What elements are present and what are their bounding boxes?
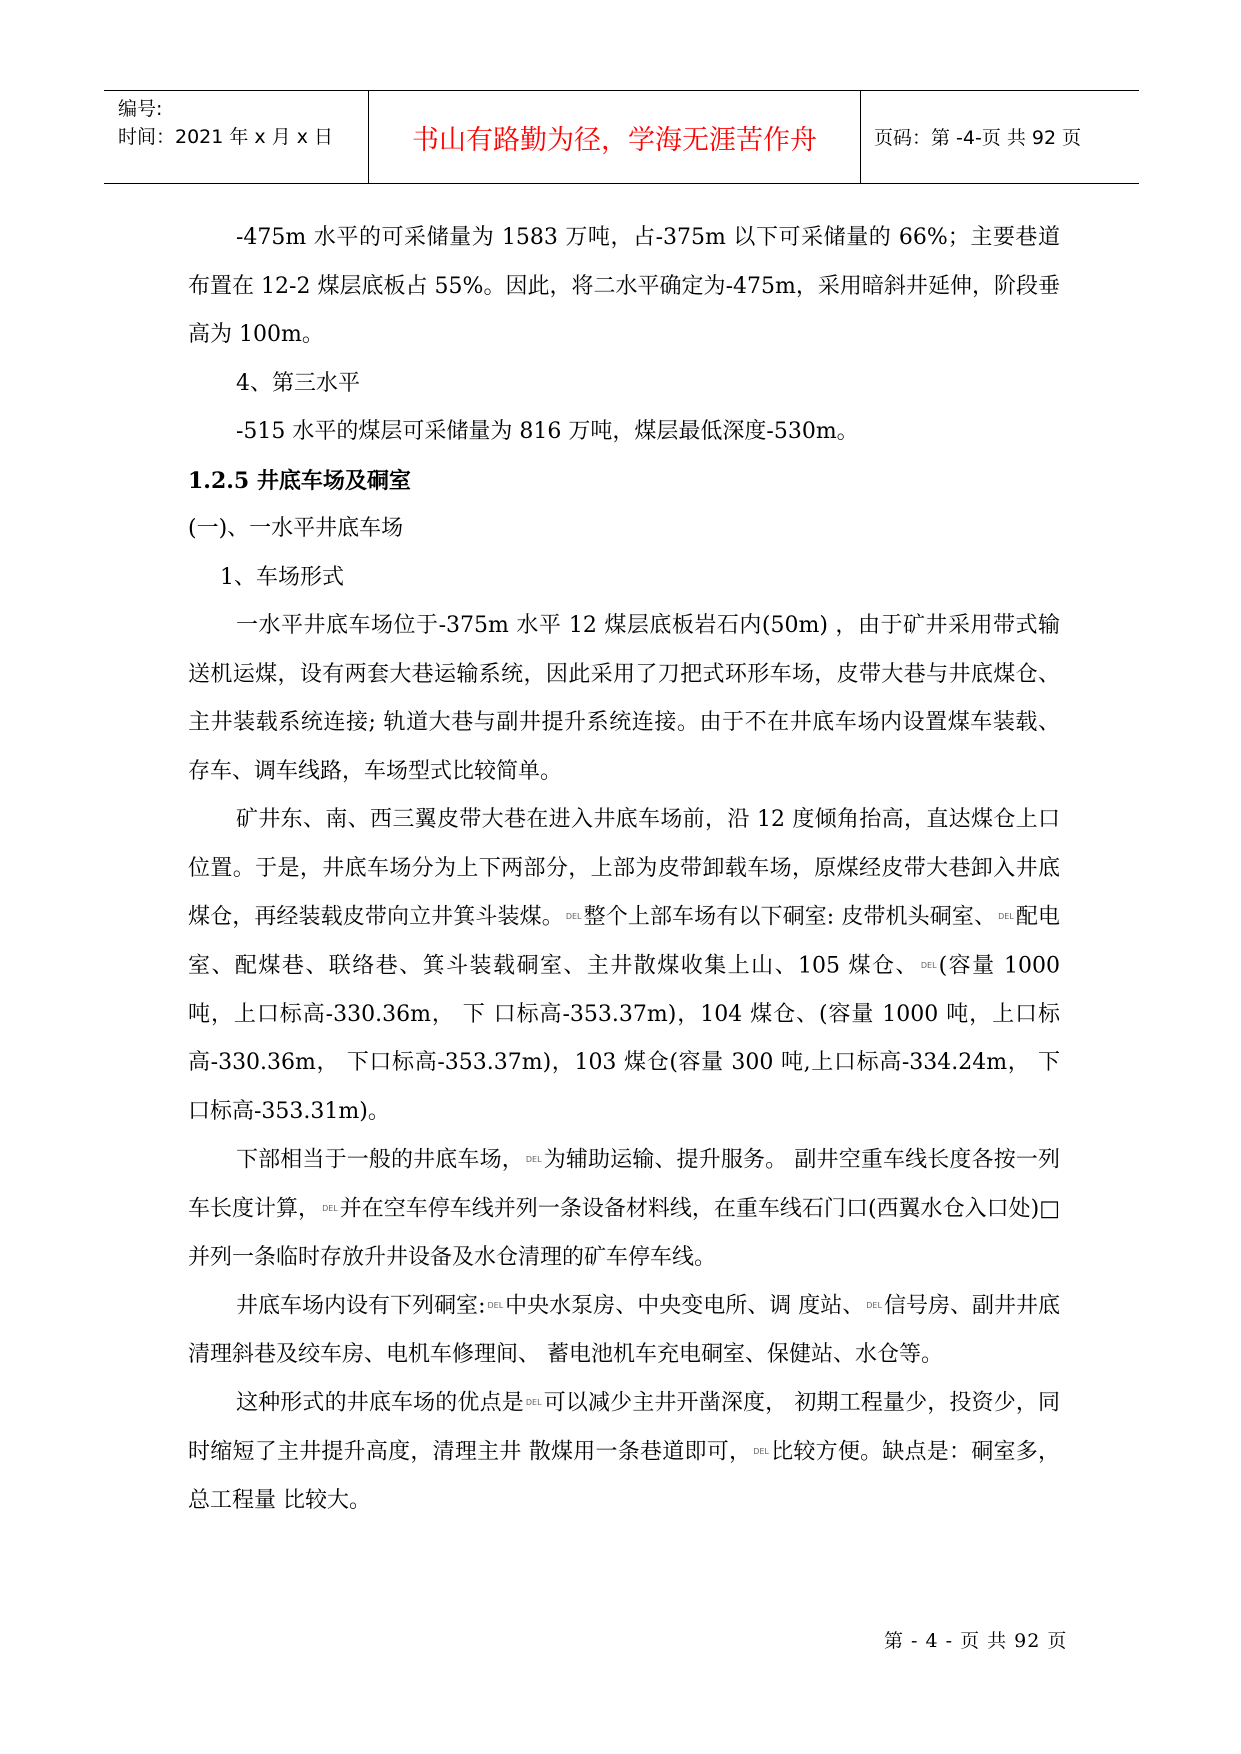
text-run: 配电室、配煤巷、联络巷、箕斗装载硐室、主井散煤收集上山、105 煤仓、 [188,904,1060,978]
paragraph: -515 水平的煤层可采储量为 816 万吨，煤层最低深度-530m。 [236,419,859,444]
header-motto: 书山有路勤为径，学海无涯苦作舟 [412,125,817,156]
text-run: 这种形式的井底车场的优点是 [236,1390,524,1416]
text-run: 信号房、副井井底清理斜巷及绞车房、电机车修理间、 蓄电池机车充电硐室、保健站、水仓等。 [188,1293,1060,1367]
paragraph: 4、第三水平 [236,370,360,396]
header-left [118,95,333,151]
document-body [188,214,1060,1525]
text-run: 矿井东、南、西三翼皮带大巷在进入井底车场前，沿 12 度倾角抬高，直达煤仓上口位置。于是，井底车场分为上下两部分，上部为皮带卸载车场，原煤经皮带大巷卸入井底煤仓，再经装载皮带向立井箕斗装煤。 [188,807,1060,930]
document-time-label: 时间：2021 年 x 月 x 日 [118,126,334,148]
del-mark: DEL [998,912,1014,921]
text-run: (容量 1000 吨，上口标高-330.36m， 下 口标高-353.37m)，104 煤仓、(容量 1000 吨，上口标高-330.36m， 下口标高-353.37m)，103 煤仓(容量 300 吨,上口标高-334.24m， 下口标高-353.31m)。 [188,953,1060,1124]
text-run: 井底车场内设有下列硐室: [236,1293,486,1319]
text-run: 比较方便。缺点是：硐室多，总工程量 比较大。 [188,1439,1060,1513]
text-run: 可以减少主井开凿深度， 初期工程量少，投资少，同时缩短了主井提升高度，清理主井 散煤用一条巷道即可， [188,1390,1060,1465]
subsection-heading: (一)、一水平井底车场 [188,516,404,541]
del-mark: DEL [487,1301,504,1310]
document-number-label: 编号: [118,98,163,120]
del-mark: DEL [322,1203,338,1213]
page-footer: 第 - 4 - 页 共 92 页 [884,1630,1068,1652]
subsection-heading: 1、车场形式 [220,564,344,590]
del-mark: DEL [565,912,582,921]
del-mark: DEL [866,1301,882,1310]
section-heading: 1.2.5 井底车场及硐室 [188,467,411,494]
text-run: 下部相当于一般的井底车场， [236,1147,524,1173]
del-mark: DEL [525,1155,542,1164]
paragraph [188,796,1060,1136]
text-run: 整个上部车场有以下硐室: 皮带机头硐室、 [583,904,997,930]
header-divider [860,91,861,183]
paragraph [188,1136,1060,1282]
header-page-info: 页码：第 -4-页 共 92 页 [874,127,1082,149]
paragraph [188,1282,1060,1379]
text-run: 为辅助运输、提升服务。 副井空重车线长度各按一列车长度计算， [188,1147,1060,1221]
paragraph: 一水平井底车场位于-375m 水平 12 煤层底板岩石内(50m) ，由于矿井采用带式输送机运煤，设有两套大巷运输系统，因此采用了刀把式环形车场，皮带大巷与井底煤仓、主井装载系统连接; 轨道大巷与副井提升系统连接。由于不在井底车场内设置煤车装载、存车、调车线路，车场型式比较简单。 [188,613,1060,784]
page-header [104,90,1139,184]
del-mark: DEL [920,960,937,970]
text-run: 并在空车停车线并列一条设备材料线，在重车线石门口(西翼水仓入口处)□并列一条临时存放升井设备及水仓清理的矿车停车线。 [188,1196,1060,1270]
del-mark: DEL [753,1447,769,1456]
text-run: 中央水泵房、中央变电所、调 度站、 [505,1293,865,1319]
del-mark: DEL [525,1398,542,1408]
paragraph [188,1379,1060,1525]
paragraph: -475m 水平的可采储量为 1583 万吨，占-375m 以下可采储量的 66%；主要巷道布置在 12-2 煤层底板占 55%。因此，将二水平确定为-475m，采用暗斜井延伸，阶段垂高为 100m。 [188,225,1060,347]
